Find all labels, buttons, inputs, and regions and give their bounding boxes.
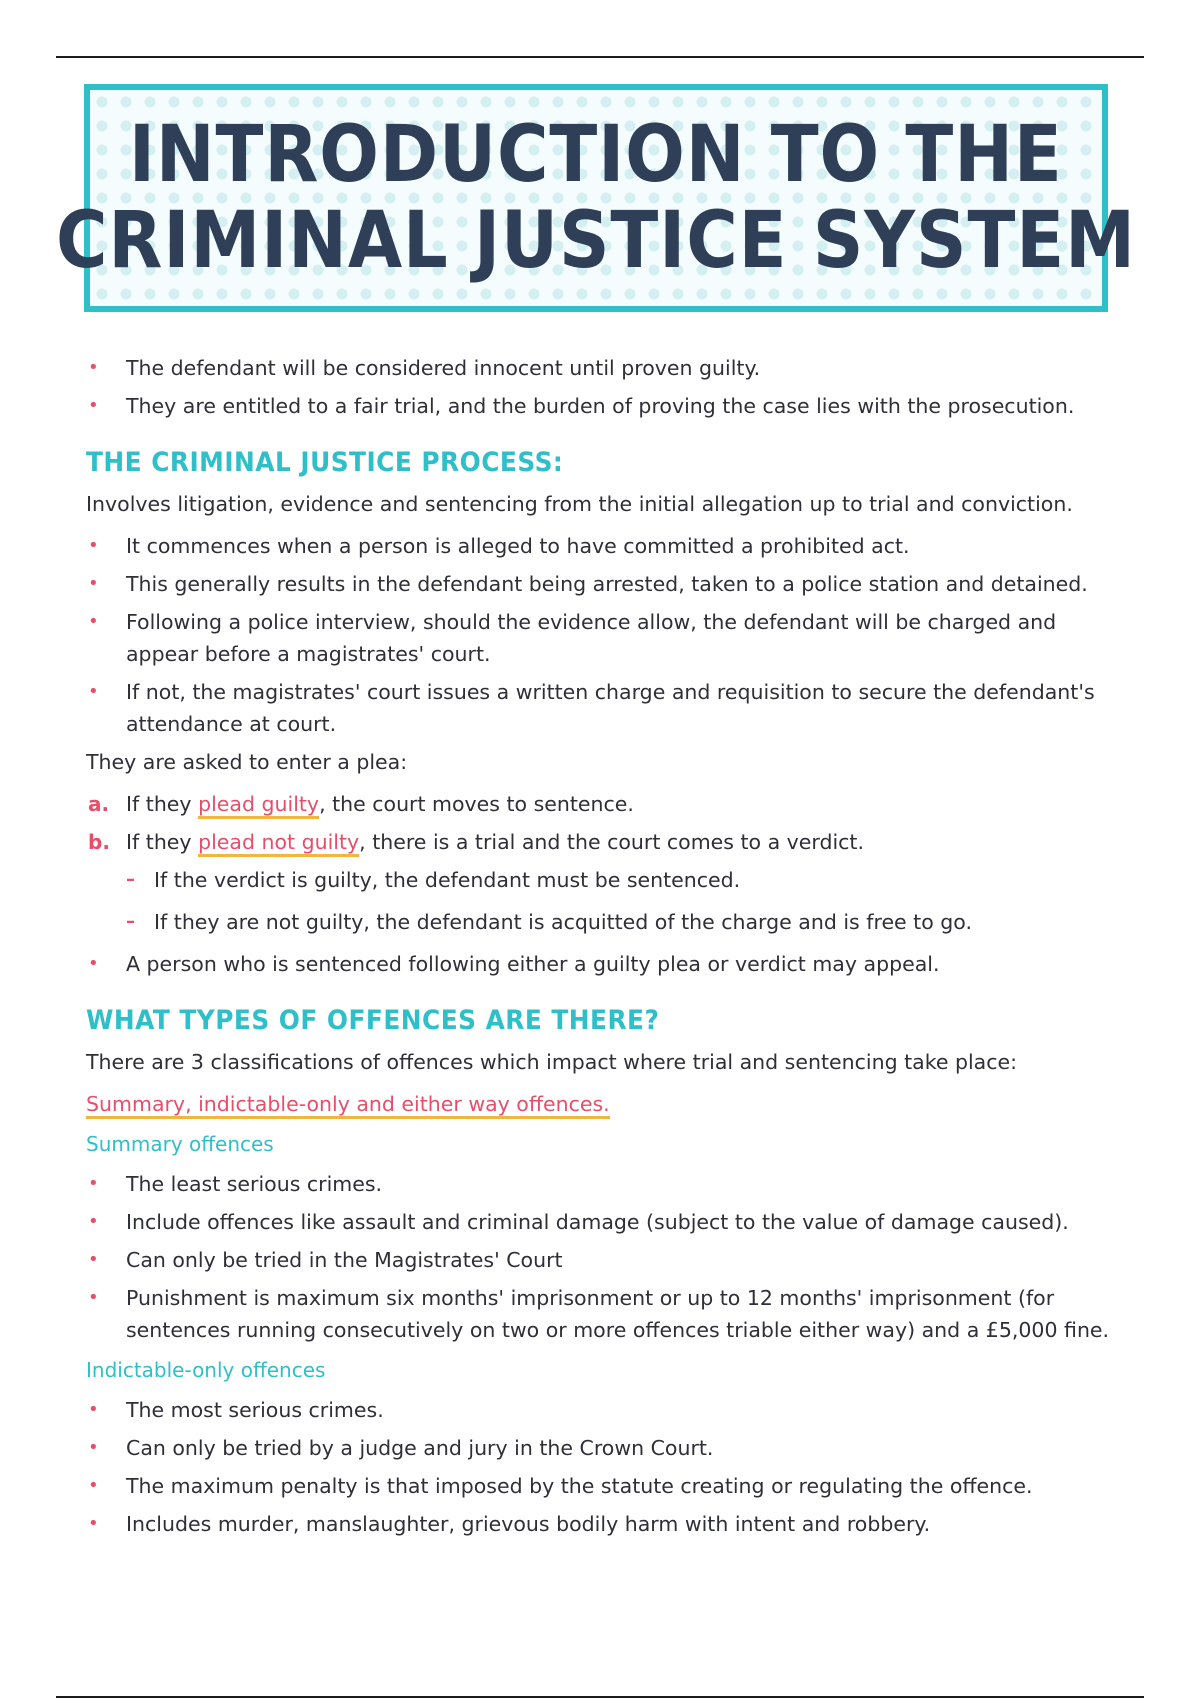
list-item: • A person who is sentenced following either a guilty plea or verdict may appeal. [86,948,1126,980]
section-heading-offences: WHAT TYPES OF OFFENCES ARE THERE? [86,1005,660,1036]
dash-icon: – [126,911,135,932]
list-item: b. If they plead not guilty, there is a trial and the court comes to a verdict. [86,826,1126,858]
bullet-icon: • [88,1249,99,1270]
plea-list [86,788,1126,858]
list-item: • Following a police interview, should the evidence allow, the defendant will be charged and appear before a magistrates' court. [86,606,1126,670]
bullet-icon: • [88,1399,99,1420]
intro-list [86,352,1126,422]
bullet-icon: • [88,1287,99,1308]
bullet-icon: • [88,395,99,416]
list-marker: a. [88,792,110,816]
verdict-list [86,864,1126,938]
list-item: • Includes murder, manslaughter, grievous bodily harm with intent and robbery. [86,1508,1126,1540]
appeal-list [86,948,1126,980]
top-rule [56,56,1144,58]
title-banner [56,84,1136,312]
page-title-line-1: INTRODUCTION TO THE [129,110,1063,200]
highlight-term: plead not guilty [198,830,359,857]
process-intro: Involves litigation, evidence and sentencing from the initial allegation up to trial and conviction. [86,492,1073,516]
bullet-icon: • [88,1211,99,1232]
page-title-line-2: CRIMINAL JUSTICE SYSTEM [56,196,1136,286]
highlight-term: Summary, indictable-only and either way offences. [86,1092,610,1119]
offence-classes [86,1088,1126,1120]
list-item: • Can only be tried in the Magistrates' Court [86,1244,1126,1276]
dash-icon: – [126,869,135,890]
list-item: • The least serious crimes. [86,1168,1126,1200]
bullet-icon: • [88,357,99,378]
bullet-icon: • [88,681,99,702]
list-item: • The most serious crimes. [86,1394,1126,1426]
list-item: a. If they plead guilty, the court moves to sentence. [86,788,1126,820]
list-item: • It commences when a person is alleged to have committed a prohibited act. [86,530,1126,562]
plea-intro: They are asked to enter a plea: [86,750,408,774]
subheading-indictable: Indictable-only offences [86,1358,326,1382]
offences-intro: There are 3 classifications of offences which impact where trial and sentencing take place: [86,1050,1018,1074]
bullet-icon: • [88,953,99,974]
list-marker: b. [88,830,110,854]
bullet-icon: • [88,1437,99,1458]
list-item: – If the verdict is guilty, the defendant must be sentenced. [86,864,1126,896]
list-item: • Can only be tried by a judge and jury in the Crown Court. [86,1432,1126,1464]
bullet-icon: • [88,611,99,632]
list-item: • Punishment is maximum six months' imprisonment or up to 12 months' imprisonment (for sentences running consecutively on two or more offences triable either way) and a £5,000 fine. [86,1282,1126,1346]
list-item: • They are entitled to a fair trial, and the burden of proving the case lies with the prosecution. [86,390,1126,422]
bullet-icon: • [88,535,99,556]
bullet-icon: • [88,1173,99,1194]
document-body [86,352,1126,1546]
list-item: • Include offences like assault and criminal damage (subject to the value of damage caused). [86,1206,1126,1238]
list-item: – If they are not guilty, the defendant is acquitted of the charge and is free to go. [86,906,1126,938]
bullet-icon: • [88,1513,99,1534]
highlight-term: plead guilty [198,792,319,819]
subheading-summary: Summary offences [86,1132,274,1156]
process-list [86,530,1126,740]
indictable-list [86,1394,1126,1540]
list-item: • The maximum penalty is that imposed by the statute creating or regulating the offence. [86,1470,1126,1502]
bottom-rule [56,1696,1144,1698]
summary-list [86,1168,1126,1346]
list-item: • If not, the magistrates' court issues a written charge and requisition to secure the defendant's attendance at court. [86,676,1126,740]
list-item: • The defendant will be considered innocent until proven guilty. [86,352,1126,384]
bullet-icon: • [88,573,99,594]
list-item: • This generally results in the defendant being arrested, taken to a police station and detained. [86,568,1126,600]
bullet-icon: • [88,1475,99,1496]
section-heading-process: THE CRIMINAL JUSTICE PROCESS: [86,447,564,478]
